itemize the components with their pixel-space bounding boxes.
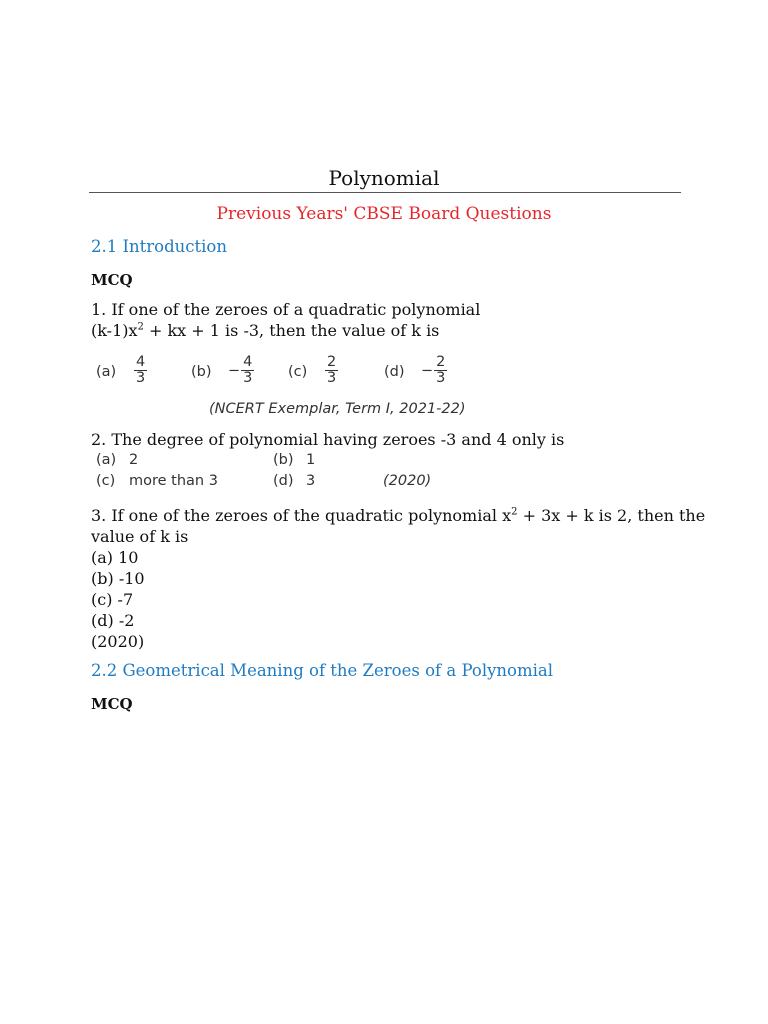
question-2: 2. The degree of polynomial having zeroes -3 and 4 only is xyxy=(91,430,565,449)
section-heading-geometrical-meaning: 2.2 Geometrical Meaning of the Zeroes of a Polynomial xyxy=(91,661,554,680)
question-3-line2: value of k is xyxy=(91,527,189,546)
question-3 xyxy=(91,505,705,652)
option-a-label: (a) xyxy=(96,364,117,380)
option-a-value: 2 xyxy=(129,452,139,468)
option-a-label: (a) xyxy=(96,452,117,468)
question-3-source: (2020) xyxy=(91,632,145,651)
option-c-label: (c) xyxy=(288,364,308,380)
option-c: (c) -7 xyxy=(91,590,134,609)
option-d-fraction: − $\frac{2}{3}$ xyxy=(421,354,446,386)
section-heading-introduction: 2.1 Introduction xyxy=(91,237,227,256)
option-d-label: (d) xyxy=(384,364,405,380)
option-a-fraction: 4 3 xyxy=(136,354,146,386)
question-1 xyxy=(91,299,480,341)
option-a: (a) 10 xyxy=(91,548,139,567)
option-b-value: 1 xyxy=(306,452,316,468)
option-d: (d) -2 xyxy=(91,611,135,630)
mcq-label: MCQ xyxy=(91,271,133,289)
option-d-value: 3 xyxy=(306,473,316,489)
option-b-fraction: − $\frac{4}{3}$ xyxy=(228,354,253,386)
title-divider xyxy=(89,192,681,193)
option-c-fraction: 2 3 xyxy=(327,354,337,386)
page-title: Polynomial xyxy=(328,166,440,190)
option-c-value: more than 3 xyxy=(129,473,218,489)
mcq-label: MCQ xyxy=(91,695,133,713)
page-subtitle: Previous Years' CBSE Board Questions xyxy=(216,204,552,224)
option-b-label: (b) xyxy=(191,364,212,380)
option-d-label: (d) xyxy=(273,473,294,489)
option-b-label: (b) xyxy=(273,452,294,468)
question-1-line1: 1. If one of the zeroes of a quadratic polynomial xyxy=(91,300,481,319)
question-3-line1: 3. If one of the zeroes of the quadratic polynomial $x^2 + 3x + k$ is 2, then the xyxy=(91,506,706,525)
option-b: (b) -10 xyxy=(91,569,145,588)
question-1-source: (NCERT Exemplar, Term I, 2021-22) xyxy=(209,401,466,417)
question-1-line2: $(k-1)x^2$ + kx + 1 is -3, then the value of k is xyxy=(91,321,440,340)
question-2-source: (2020) xyxy=(383,473,432,489)
option-c-label: (c) xyxy=(96,473,116,489)
